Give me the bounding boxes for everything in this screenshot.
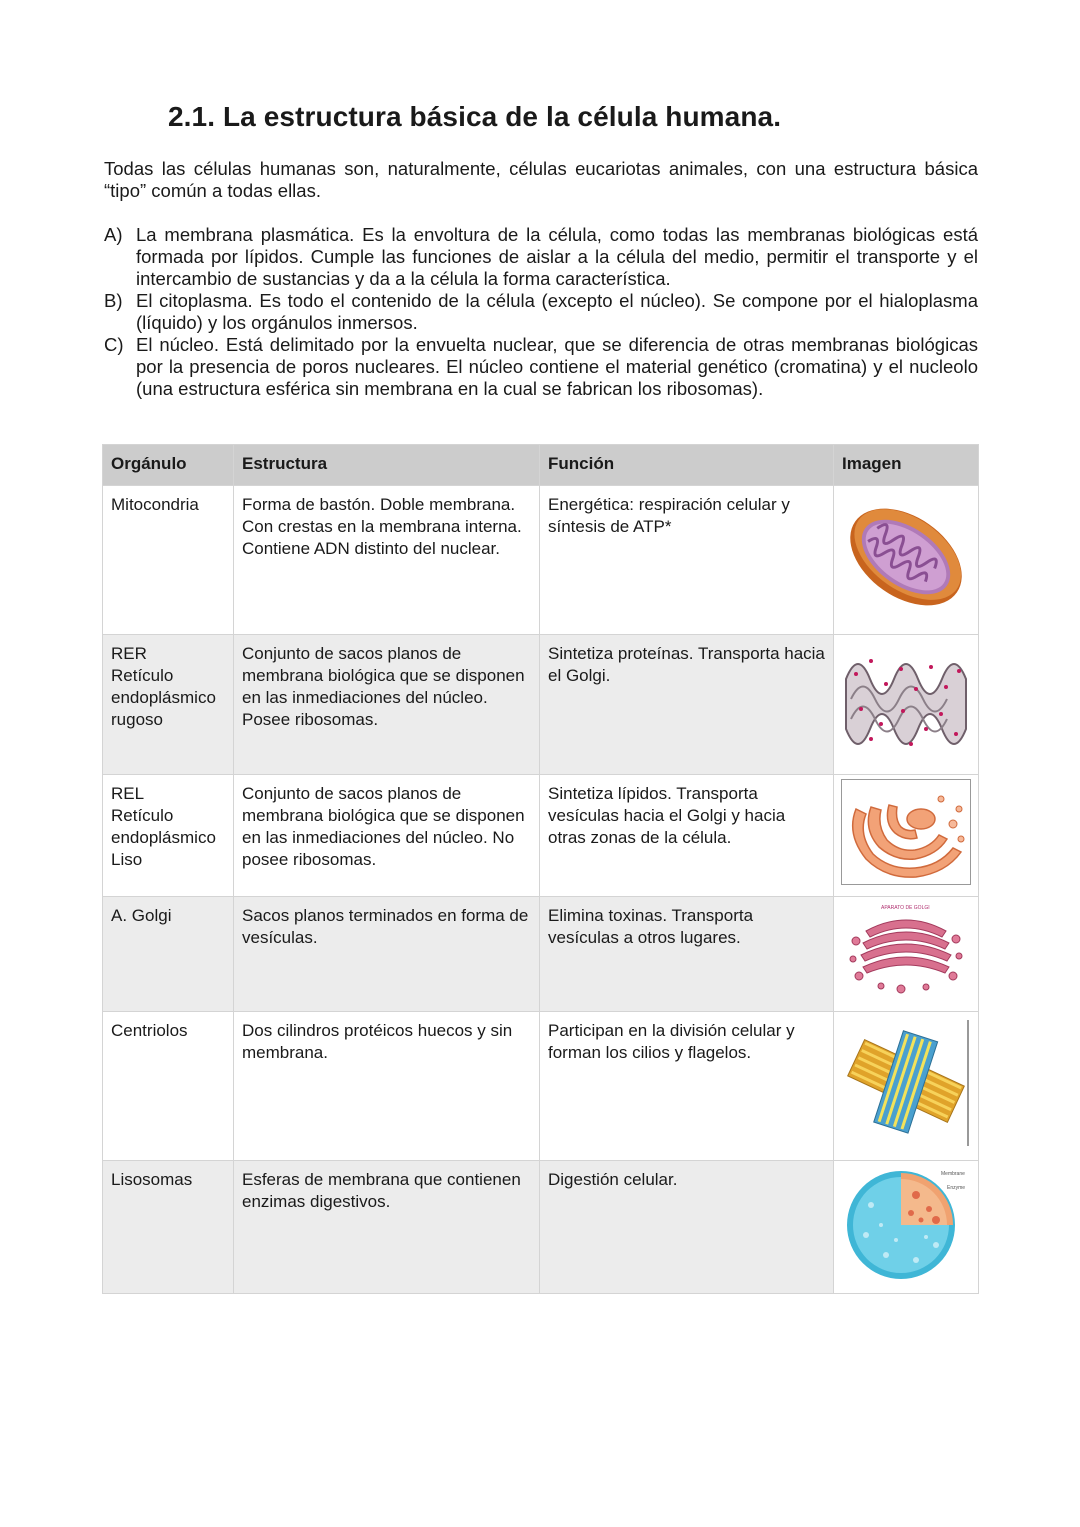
cell-imagen <box>834 1012 979 1161</box>
cell-imagen <box>834 775 979 897</box>
table-row <box>103 1012 979 1161</box>
mitochondria-image <box>841 490 971 624</box>
list-item-label: C) <box>104 334 124 355</box>
cell-organulo: Mitocondria <box>103 486 234 635</box>
list-item-text: El citoplasma. Es todo el contenido de la célula (excepto el núcleo). Se compone por el hialoplasma (líquido) y los orgánulos inmersos. <box>136 290 978 333</box>
header-estructura: Estructura <box>234 445 540 486</box>
cell-organulo: RER Retículo endoplásmico rugoso <box>103 635 234 775</box>
cell-organulo: Centriolos <box>103 1012 234 1161</box>
list-item <box>104 224 978 290</box>
cell-funcion: Digestión celular. <box>540 1161 834 1294</box>
cell-estructura: Sacos planos terminados en forma de vesículas. <box>234 897 540 1012</box>
centrioles-image <box>841 1016 971 1150</box>
cell-imagen <box>834 1161 979 1294</box>
golgi-title-label: APARATO DE GOLGI <box>881 905 930 911</box>
header-funcion: Función <box>540 445 834 486</box>
list-item-text: La membrana plasmática. Es la envoltura de la célula, como todas las membranas biológicas está formada por lípidos. Cumple las funciones de aislar a la célula del medio, permitir el transporte y el intercambio de sustancias y da a la célula la forma característica. <box>136 224 978 289</box>
cell-imagen <box>834 897 979 1012</box>
cell-estructura: Forma de bastón. Doble membrana. Con crestas en la membrana interna. Contiene ADN distinto del nuclear. <box>234 486 540 635</box>
list-item <box>104 334 978 400</box>
cell-estructura: Conjunto de sacos planos de membrana biológica que se disponen en las inmediaciones del núcleo. Posee ribosomas. <box>234 635 540 775</box>
table-row <box>103 1161 979 1294</box>
list-item-label: A) <box>104 224 123 245</box>
cell-imagen <box>834 635 979 775</box>
table-row <box>103 635 979 775</box>
cell-organulo: REL Retículo endoplásmico Liso <box>103 775 234 897</box>
table-row <box>103 775 979 897</box>
lysosome-membrane-label: Membrane <box>941 1171 965 1177</box>
list-item <box>104 290 978 334</box>
cell-funcion: Sintetiza lípidos. Transporta vesículas hacia el Golgi y hacia otras zonas de la célula. <box>540 775 834 897</box>
table-row <box>103 486 979 635</box>
intro-paragraph: Todas las células humanas son, naturalmente, células eucariotas animales, con una estructura básica “tipo” común a todas ellas. <box>104 158 978 201</box>
cell-organulo: A. Golgi <box>103 897 234 1012</box>
rough-er-image <box>841 639 971 765</box>
list-item-label: B) <box>104 290 123 311</box>
organelles-table <box>102 444 979 1294</box>
page-title: 2.1. La estructura básica de la célula humana. <box>168 101 782 132</box>
lysosome-image <box>841 1165 971 1283</box>
header-organulo: Orgánulo <box>103 445 234 486</box>
cell-estructura: Conjunto de sacos planos de membrana biológica que se disponen en las inmediaciones del núcleo. No posee ribosomas. <box>234 775 540 897</box>
cell-funcion: Participan en la división celular y forman los cilios y flagelos. <box>540 1012 834 1161</box>
list-item-text: El núcleo. Está delimitado por la envuelta nuclear, que se diferencia de otras membranas biológicas por la presencia de poros nucleares. El núcleo contiene el material genético (cromatina) y el nucleolo (una estructura esférica sin membrana en la cual se fabrican los ribosomas). <box>136 334 978 399</box>
cell-estructura: Dos cilindros protéicos huecos y sin membrana. <box>234 1012 540 1161</box>
cell-funcion: Energética: respiración celular y síntesis de ATP* <box>540 486 834 635</box>
cell-funcion: Elimina toxinas. Transporta vesículas a otros lugares. <box>540 897 834 1012</box>
cell-funcion: Sintetiza proteínas. Transporta hacia el Golgi. <box>540 635 834 775</box>
header-imagen: Imagen <box>834 445 979 486</box>
cell-organulo: Lisosomas <box>103 1161 234 1294</box>
lysosome-enzyme-label: Enzyme <box>947 1185 966 1191</box>
golgi-image <box>841 901 971 999</box>
cell-imagen <box>834 486 979 635</box>
smooth-er-image <box>841 779 971 885</box>
cell-estructura: Esferas de membrana que contienen enzimas digestivos. <box>234 1161 540 1294</box>
table-row <box>103 897 979 1012</box>
table-header-row <box>103 445 979 486</box>
cell-parts-list <box>104 224 978 400</box>
